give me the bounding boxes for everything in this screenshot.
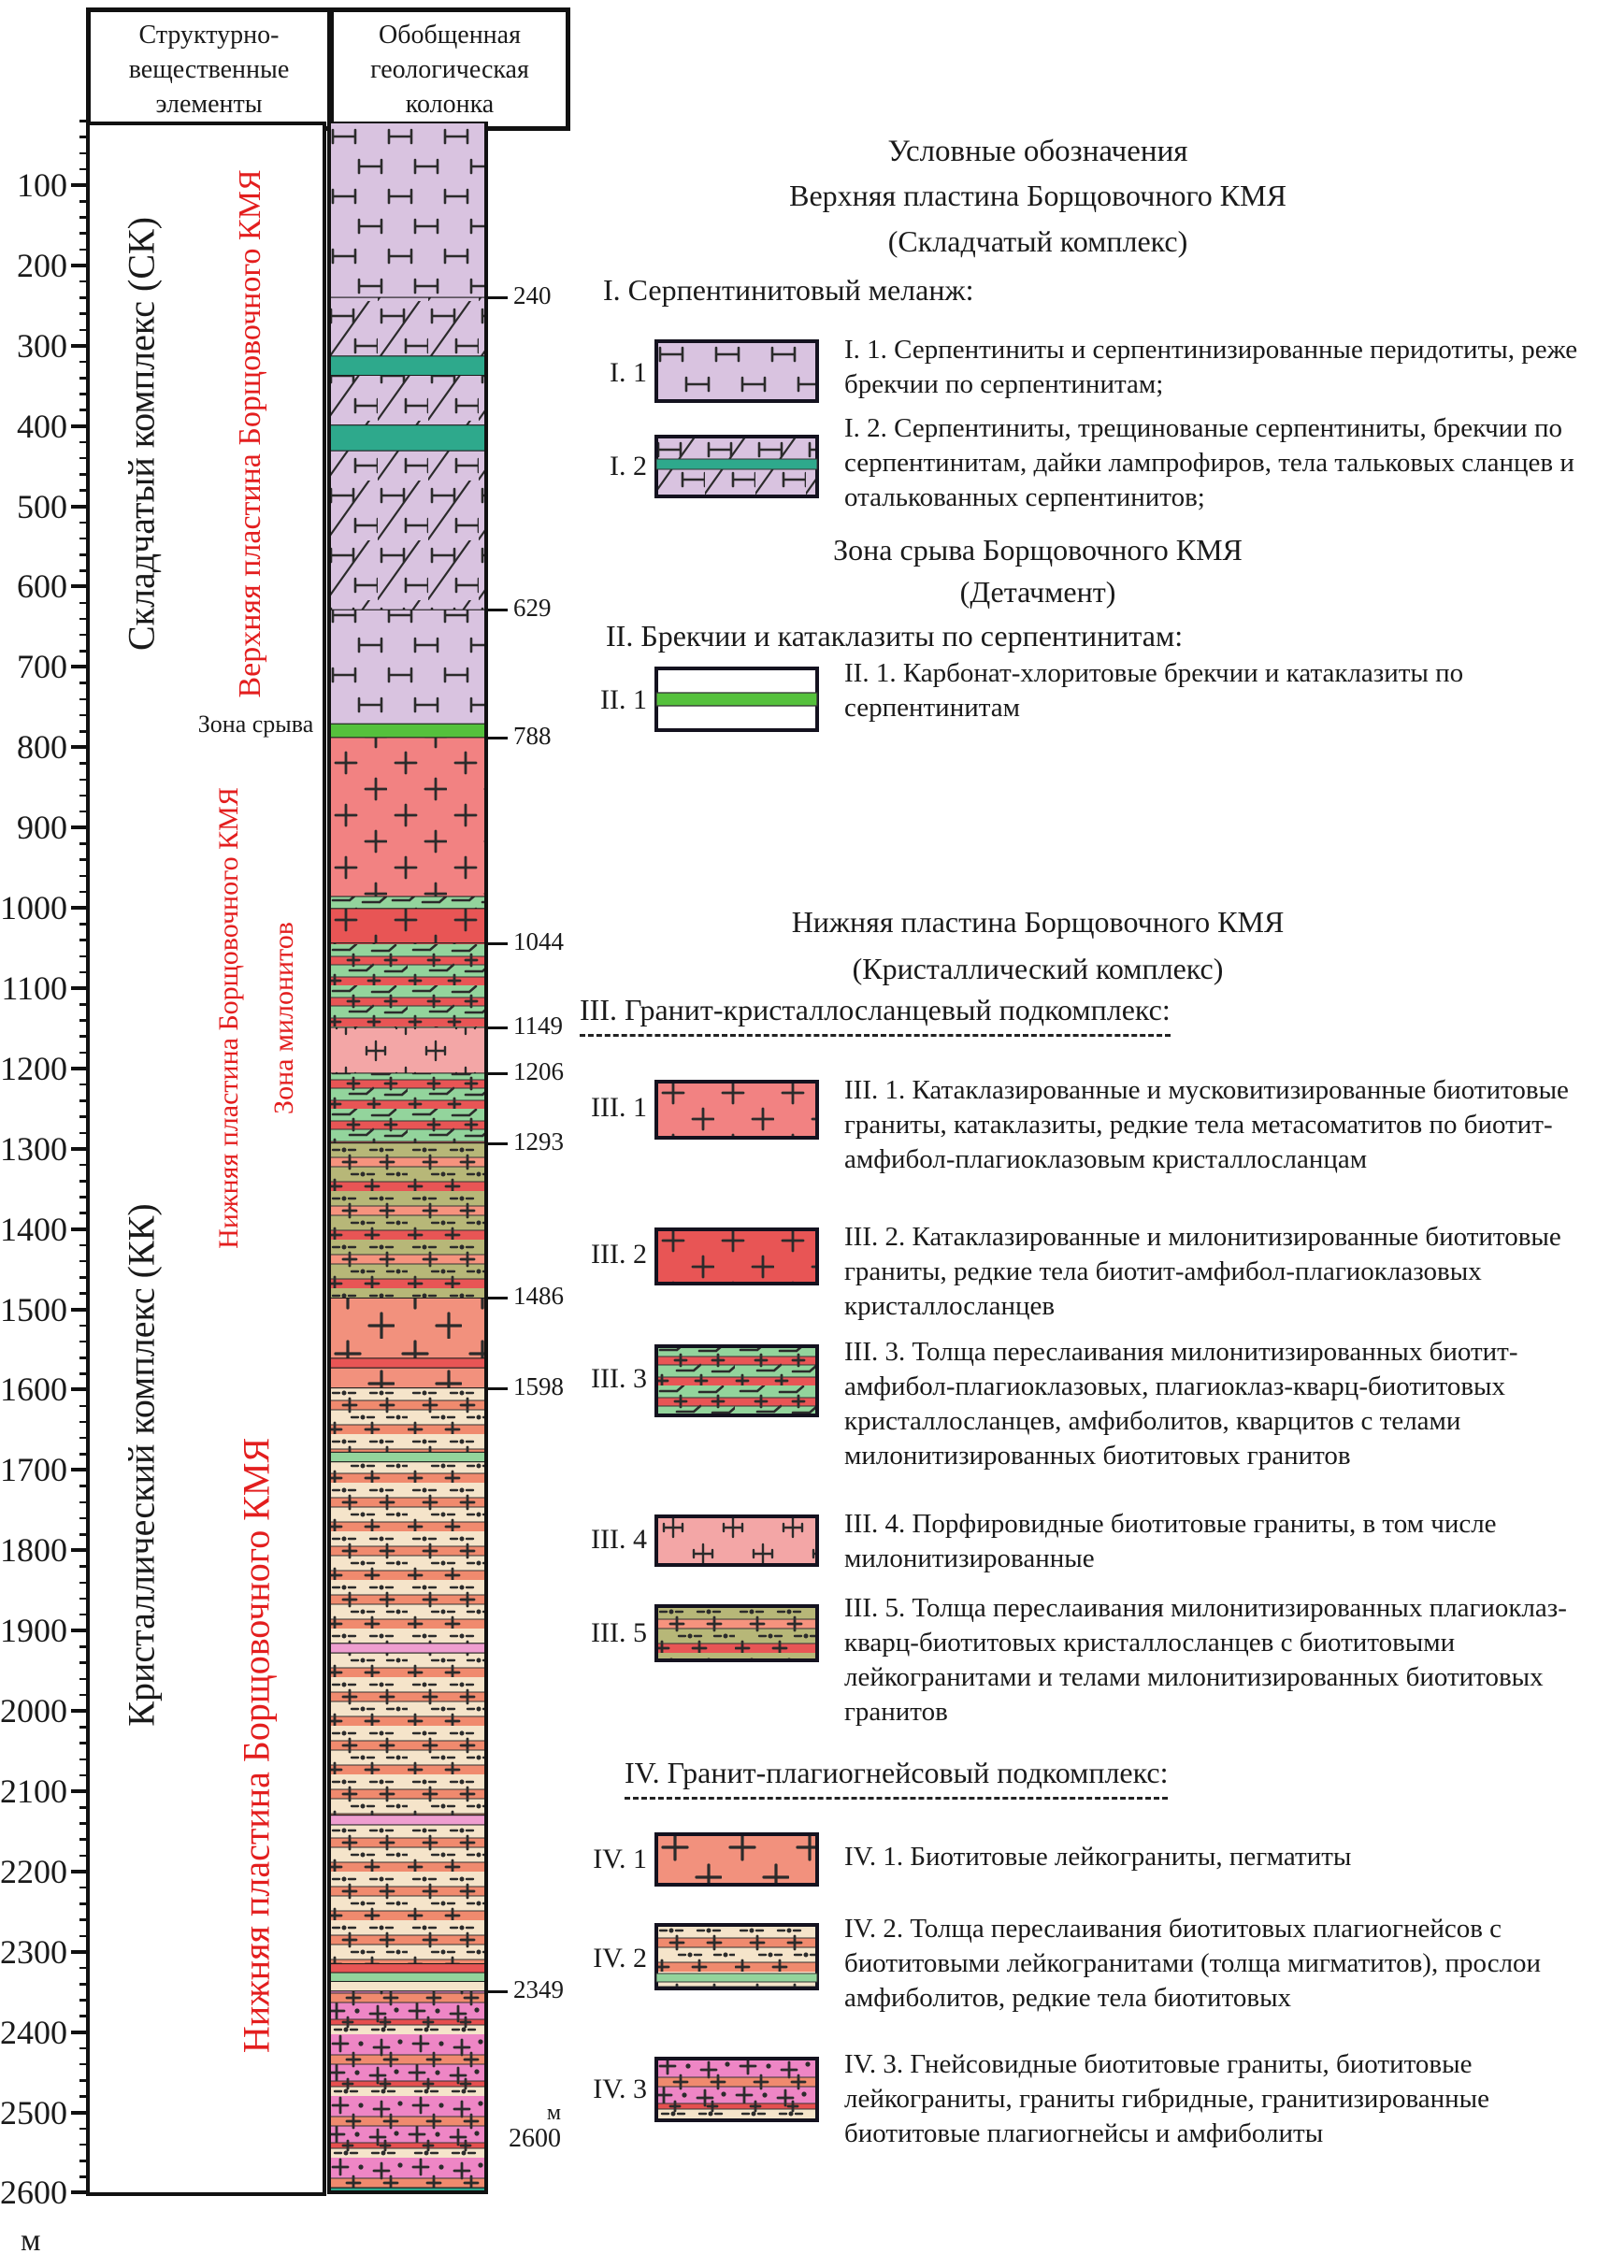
axis-tick-major xyxy=(71,1548,86,1552)
callout-depth: 1486 xyxy=(513,1282,564,1311)
callout-tick xyxy=(488,942,508,945)
axis-tick-label: 1500 xyxy=(0,1290,67,1328)
legend-lower-plate-title: Нижняя пластина Борщовочного КМЯ xyxy=(791,905,1285,939)
axis-tick-minor xyxy=(79,955,86,958)
axis-tick-minor xyxy=(79,2015,86,2017)
axis-tick-minor xyxy=(79,730,86,733)
axis-tick-major xyxy=(71,986,86,990)
callout-tick xyxy=(488,1387,508,1390)
axis-tick-minor xyxy=(79,1485,86,1487)
axis-tick-minor xyxy=(79,858,86,861)
swatch-fractured-serpentinite-icon xyxy=(654,435,819,498)
axis-tick-minor xyxy=(79,1356,86,1359)
swatch-serpentinite-icon xyxy=(654,339,819,403)
axis-tick-label: 2500 xyxy=(0,2093,67,2132)
callout-depth: 1206 xyxy=(513,1056,564,1085)
axis-tick-minor xyxy=(79,1292,86,1295)
legend-section-ii: II. Брекчии и катаклазиты по серпентинитам: xyxy=(606,619,1184,653)
header-generalized-column xyxy=(329,7,570,131)
axis-tick-major xyxy=(71,2111,86,2115)
axis-tick-minor xyxy=(79,1052,86,1055)
lower-plate-label: Нижняя пластина Борщовочного КМЯ xyxy=(212,787,244,1249)
axis-tick-major xyxy=(71,584,86,588)
axis-tick-minor xyxy=(79,136,86,138)
swatch-biotite-leucogranite-icon xyxy=(654,1832,819,1887)
callout-depth: 2349 xyxy=(513,1974,564,2003)
axis-tick-minor xyxy=(79,1614,86,1616)
swatch-interbedded-schist-icon xyxy=(654,1344,819,1417)
callout-depth: 1149 xyxy=(513,1011,563,1040)
header-line: вещественные xyxy=(128,54,290,84)
lithology-column xyxy=(327,122,488,2201)
axis-tick-major xyxy=(71,825,86,829)
axis-tick-label: 300 xyxy=(17,326,67,365)
axis-tick-minor xyxy=(79,795,86,797)
swatch-carbonate-chlorite-breccia-icon xyxy=(654,667,819,732)
legend-lower-plate-subtitle: (Кристаллический комплекс) xyxy=(852,952,1224,985)
axis-tick-minor xyxy=(79,1372,86,1375)
legend-item-label: II. 1 xyxy=(600,684,647,715)
axis-tick-minor xyxy=(79,1212,86,1214)
axis-tick-label: 2000 xyxy=(0,1692,67,1730)
axis-tick-label: 100 xyxy=(17,165,67,204)
legend-section-iv: IV. Гранит-плагиогнейсовый подкомплекс: xyxy=(625,1756,1168,1800)
axis-tick-minor xyxy=(79,553,86,556)
legend-item-text: I. 2. Серпентиниты, трещинованые серпентиниты, брекчии по серпентинитам, дайки лампрофиров, тела тальковых сланцев и оталькованных серпентинитов; xyxy=(844,413,1574,512)
legend-item-label: IV. 2 xyxy=(593,1943,647,1974)
legend-item-text: II. 1. Карбонат-хлоритовые брекчии и катаклазиты по серпентинитам xyxy=(844,658,1464,723)
legend-section-i: I. Серпентинитовый меланж: xyxy=(603,273,974,307)
callout-tick xyxy=(488,1026,508,1029)
axis-tick-major xyxy=(71,1629,86,1632)
axis-tick-minor xyxy=(79,1822,86,1825)
legend-item-label: III. 2 xyxy=(591,1239,647,1270)
axis-tick-minor xyxy=(79,1115,86,1118)
axis-tick-minor xyxy=(79,1533,86,1536)
header-line: Обобщенная xyxy=(379,20,521,50)
axis-tick-minor xyxy=(79,1855,86,1858)
axis-tick-label: 1800 xyxy=(0,1531,67,1570)
axis-tick-major xyxy=(71,1067,86,1070)
axis-tick-minor xyxy=(79,2095,86,2098)
axis-tick-label: 2200 xyxy=(0,1852,67,1890)
callout-depth: 629 xyxy=(513,594,552,623)
axis-tick-minor xyxy=(79,1260,86,1263)
axis-tick-minor xyxy=(79,1645,86,1648)
axis-tick-minor xyxy=(79,779,86,782)
legend-detachment-subtitle: (Детачмент) xyxy=(959,575,1116,609)
axis-tick-minor xyxy=(79,1325,86,1328)
axis-tick-minor xyxy=(79,1694,86,1697)
callout-depth: 1293 xyxy=(513,1127,564,1156)
axis-tick-label: 600 xyxy=(17,567,67,606)
folded-complex-box xyxy=(86,122,196,745)
axis-tick-minor xyxy=(79,971,86,974)
legend-title: Условные обозначения xyxy=(887,135,1188,168)
axis-tick-minor xyxy=(79,1838,86,1841)
legend-item-text: IV. 1. Биотитовые лейкограниты, пегматиты xyxy=(844,1842,1352,1872)
axis-tick-major xyxy=(71,1709,86,1713)
legend-item-text: III. 3. Толща переслаивания милонитизированных биотит-амфибол-плагиоклазовых, плагиоклаз-кварц-биотитовых кристаллосланцев, амфиболитов, кварцитов с телами милонитизированных биотитовых гранитов xyxy=(844,1337,1518,1471)
axis-tick-label: 2100 xyxy=(0,1772,67,1810)
axis-tick-minor xyxy=(79,1196,86,1199)
axis-tick-minor xyxy=(79,1918,86,1921)
axis-tick-major xyxy=(71,1308,86,1312)
axis-tick-minor xyxy=(79,216,86,219)
header-line: элементы xyxy=(155,89,263,119)
axis-tick-minor xyxy=(79,296,86,299)
legend-item-text: I. 1. Серпентиниты и серпентинизированные перидотиты, реже брекчии по серпентинитам; xyxy=(844,335,1578,399)
legend-item-label: IV. 3 xyxy=(593,2074,647,2104)
legend-upper-plate-subtitle: (Складчатый комплекс) xyxy=(887,224,1188,258)
axis-tick-minor xyxy=(79,1661,86,1664)
axis-tick-minor xyxy=(79,1180,86,1183)
axis-tick-minor xyxy=(79,2079,86,2082)
axis-tick-minor xyxy=(79,2144,86,2146)
swatch-cataclastic-granite-icon xyxy=(654,1080,819,1140)
header-line: геологическая xyxy=(370,54,529,84)
axis-tick-major xyxy=(71,1789,86,1793)
legend-item-text: IV. 3. Гнейсовидные биотитовые граниты, биотитовые лейкограниты, граниты гибридные, гранитизированные биотитовые плагиогнейсы и амфиболиты xyxy=(844,2049,1490,2148)
upper-plate-label: Верхняя пластина Борщовочного КМЯ xyxy=(232,168,267,698)
axis-tick-minor xyxy=(79,811,86,813)
legend-item-text: IV. 2. Толща переслаивания биотитовых плагиогнейсов с биотитовыми лейкогранитами (толща мигматитов), прослои амфиболитов, редкие тела биотитовых xyxy=(844,1914,1542,2013)
axis-tick-label: 1600 xyxy=(0,1371,67,1409)
axis-unit-label: м xyxy=(21,2223,41,2258)
axis-tick-minor xyxy=(79,682,86,684)
axis-tick-minor xyxy=(79,714,86,717)
axis-tick-label: 1300 xyxy=(0,1129,67,1168)
column-bottom-unit: м xyxy=(546,2101,561,2125)
axis-tick-minor xyxy=(79,1164,86,1167)
axis-tick-label: 1000 xyxy=(0,889,67,926)
header-line: Структурно- xyxy=(138,20,280,50)
callout-tick xyxy=(488,609,508,611)
axis-tick-minor xyxy=(79,457,86,460)
axis-tick-minor xyxy=(79,842,86,845)
axis-tick-minor xyxy=(79,923,86,926)
axis-tick-minor xyxy=(79,2160,86,2162)
axis-tick-major xyxy=(71,2190,86,2194)
axis-tick-minor xyxy=(79,329,86,332)
axis-tick-minor xyxy=(79,1003,86,1006)
axis-tick-minor xyxy=(79,1967,86,1970)
axis-tick-major xyxy=(71,1468,86,1471)
axis-tick-minor xyxy=(79,200,86,203)
axis-tick-minor xyxy=(79,1726,86,1729)
axis-tick-major xyxy=(71,2031,86,2034)
lithology-column-svg xyxy=(327,122,488,2196)
callout-tick xyxy=(488,296,508,299)
axis-tick-major xyxy=(71,745,86,749)
axis-tick-label: 2600 xyxy=(0,2174,67,2212)
axis-tick-minor xyxy=(79,1598,86,1601)
axis-tick-minor xyxy=(79,875,86,878)
header-line: колонка xyxy=(405,89,495,119)
axis-tick-minor xyxy=(79,1758,86,1761)
axis-tick-label: 2300 xyxy=(0,1932,67,1971)
axis-tick-minor xyxy=(79,1742,86,1744)
axis-tick-label: 700 xyxy=(17,648,67,686)
upper-plate-box xyxy=(189,122,326,745)
callout-tick xyxy=(488,1142,508,1145)
axis-tick-major xyxy=(71,183,86,187)
axis-tick-major xyxy=(71,1950,86,1954)
axis-tick-minor xyxy=(79,1421,86,1424)
axis-tick-minor xyxy=(79,1935,86,1938)
axis-tick-minor xyxy=(79,1517,86,1520)
folded-complex-label: Складчатый комплекс (СК) xyxy=(120,216,163,651)
axis-tick-minor xyxy=(79,1453,86,1456)
axis-tick-minor xyxy=(79,618,86,621)
axis-tick-label: 200 xyxy=(17,246,67,284)
legend-item-label: III. 3 xyxy=(591,1363,647,1394)
axis-tick-minor xyxy=(79,1565,86,1568)
axis-tick-label: 1400 xyxy=(0,1210,67,1248)
axis-tick-minor xyxy=(79,522,86,524)
swatch-porphyritic-granite-icon xyxy=(654,1514,819,1567)
callout-tick xyxy=(488,1990,508,1993)
axis-tick-major xyxy=(71,1227,86,1231)
swatch-plagiogneiss-migmatite-icon xyxy=(654,1923,819,1990)
swatch-gneissic-granite-icon xyxy=(654,2057,819,2122)
axis-tick-minor xyxy=(79,650,86,653)
axis-tick-label: 1200 xyxy=(0,1049,67,1087)
crystalline-complex-box xyxy=(86,738,196,2196)
axis-tick-minor xyxy=(79,1678,86,1681)
legend-item-label: III. 5 xyxy=(591,1617,647,1648)
axis-tick-minor xyxy=(79,1244,86,1247)
callout-tick xyxy=(488,1297,508,1299)
axis-tick-major xyxy=(71,264,86,267)
axis-tick-minor xyxy=(79,1341,86,1343)
mylonite-zone-label: Зона милонитов xyxy=(267,922,299,1114)
axis-tick-minor xyxy=(79,280,86,283)
axis-tick-minor xyxy=(79,1887,86,1889)
axis-tick-minor xyxy=(79,409,86,411)
axis-tick-minor xyxy=(79,377,86,380)
axis-tick-major xyxy=(71,344,86,348)
crystalline-complex-label: Кристаллический комплекс (КК) xyxy=(120,1203,163,1727)
legend-section-iii: III. Гранит-кристаллосланцевый подкомплекс: xyxy=(580,993,1171,1037)
axis-tick-major xyxy=(71,1870,86,1873)
axis-tick-major xyxy=(71,1387,86,1391)
axis-tick-minor xyxy=(79,312,86,315)
axis-tick-label: 500 xyxy=(17,487,67,525)
axis-tick-label: 800 xyxy=(17,728,67,767)
axis-tick-minor xyxy=(79,1019,86,1022)
axis-tick-minor xyxy=(79,473,86,476)
axis-tick-minor xyxy=(79,1276,86,1279)
legend-item-label: III. 4 xyxy=(591,1524,647,1555)
callout-depth: 1598 xyxy=(513,1371,564,1400)
callout-depth: 1044 xyxy=(513,926,564,955)
axis-tick-minor xyxy=(79,1999,86,2002)
axis-tick-label: 2400 xyxy=(0,2013,67,2051)
axis-tick-minor xyxy=(79,762,86,765)
axis-tick-minor xyxy=(79,569,86,572)
axis-tick-minor xyxy=(79,1099,86,1102)
axis-tick-major xyxy=(71,665,86,668)
axis-tick-minor xyxy=(79,1902,86,1905)
axis-tick-minor xyxy=(79,1035,86,1038)
legend-item-text: III. 2. Катаклазированные и милонитизированные биотитовые граниты, редкие тела биотит-амфибол-плагиоклазовых кристаллосланцев xyxy=(844,1222,1561,1321)
axis-tick-minor xyxy=(79,1405,86,1408)
legend-item-label: I. 2 xyxy=(610,451,647,481)
axis-tick-minor xyxy=(79,2047,86,2050)
axis-tick-minor xyxy=(79,489,86,492)
axis-tick-minor xyxy=(79,168,86,171)
column-bottom-depth: 2600 xyxy=(509,2124,561,2154)
axis-tick-minor xyxy=(79,120,86,122)
legend-item-label: III. 1 xyxy=(591,1092,647,1123)
axis-tick-major xyxy=(71,505,86,509)
axis-tick-minor xyxy=(79,698,86,701)
axis-tick-minor xyxy=(79,939,86,941)
axis-tick-minor xyxy=(79,1084,86,1086)
callout-depth: 788 xyxy=(513,721,552,750)
header-structural-elements xyxy=(86,7,332,131)
axis-tick-minor xyxy=(79,1806,86,1809)
axis-tick-label: 1100 xyxy=(1,969,67,1007)
lower-plate-label: Нижняя пластина Борщовочного КМЯ xyxy=(235,1437,277,2054)
swatch-mylonitized-granite-icon xyxy=(654,1227,819,1285)
axis-tick-minor xyxy=(79,2175,86,2178)
legend-item-text: III. 1. Катаклазированные и мусковитизированные биотитовые граниты, катаклазиты, редкие тела метасоматитов по биотит-амфибол-плагиоклазовым кристаллосланцам xyxy=(844,1075,1569,1174)
axis-tick-minor xyxy=(79,1501,86,1504)
axis-tick-label: 400 xyxy=(17,407,67,445)
callout-tick xyxy=(488,1072,508,1075)
axis-tick-minor xyxy=(79,232,86,235)
legend-item-text: III. 4. Порфировидные биотитовые граниты, в том числе милонитизированные xyxy=(844,1509,1497,1573)
axis-tick-label: 1900 xyxy=(0,1612,67,1650)
axis-tick-minor xyxy=(79,441,86,444)
axis-tick-minor xyxy=(79,393,86,395)
axis-tick-minor xyxy=(79,1132,86,1135)
axis-tick-minor xyxy=(79,891,86,894)
axis-tick-minor xyxy=(79,1437,86,1440)
legend-item-label: I. 1 xyxy=(610,357,647,388)
legend-detachment-title: Зона срыва Борщовочного КМЯ xyxy=(833,533,1243,567)
axis-tick-minor xyxy=(79,1983,86,1986)
lower-plate-mylonite-box xyxy=(189,738,326,1302)
axis-tick-minor xyxy=(79,1582,86,1585)
callout-tick xyxy=(488,737,508,739)
callout-depth: 240 xyxy=(513,281,552,310)
axis-tick-minor xyxy=(79,361,86,364)
axis-tick-minor xyxy=(79,249,86,251)
detachment-zone-label: Зона срыва xyxy=(189,711,323,739)
axis-tick-minor xyxy=(79,2063,86,2066)
axis-tick-major xyxy=(71,906,86,910)
axis-tick-minor xyxy=(79,152,86,155)
axis-tick-major xyxy=(71,424,86,428)
axis-tick-minor xyxy=(79,602,86,605)
axis-tick-minor xyxy=(79,538,86,540)
lower-plate-box xyxy=(189,1299,326,2196)
axis-tick-minor xyxy=(79,1774,86,1777)
axis-tick-label: 1700 xyxy=(0,1451,67,1489)
legend-item-text: III. 5. Толща переслаивания милонитизированных плагиоклаз-кварц-биотитовых кристаллосланцев с биотитовыми лейкогранитами и телами милонитизированных биотитовых гранитов xyxy=(844,1593,1567,1727)
axis-tick-minor xyxy=(79,634,86,637)
axis-tick-major xyxy=(71,1147,86,1151)
axis-tick-minor xyxy=(79,2128,86,2131)
legend-item-label: IV. 1 xyxy=(593,1844,647,1874)
swatch-interbedded-leucogranite-icon xyxy=(654,1604,819,1662)
axis-tick-label: 900 xyxy=(17,809,67,847)
column-bottom-label xyxy=(472,2102,561,2153)
legend-upper-plate-title: Верхняя пластина Борщовочного КМЯ xyxy=(789,179,1286,212)
